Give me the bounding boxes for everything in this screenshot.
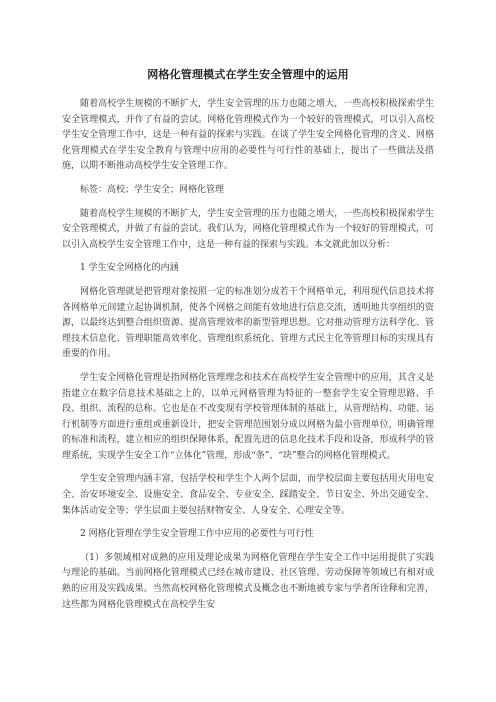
keywords-line: 标签：高校；学生安全；网格化管理 xyxy=(80,184,225,195)
section-1-paragraph-3: 学生安全管理内涵丰富，包括学校和学生个人两个层面，而学校层面主要包括用火用电安全、治安环境安全、设施安全、食品安全、专业安全、踩踏安全、节日安全、外出交通安全、集体活动安全等；学生层面主要包括财物安全、人身安全、心理安全等。 xyxy=(62,474,434,516)
document-title: 网格化管理模式在学生安全管理中的运用 xyxy=(147,68,349,81)
abstract-paragraph: 随着高校学生规模的不断扩大，学生安全管理的压力也随之增大，一些高校积极探索学生安全管理模式，并作了有益的尝试。网格化管理模式作为一个较好的管理模式，可以引入高校学生安全管理工作中，这是一种有益的探索与实践。在谈了学生安全网格化管理的含义、网格化管理模式在学生安全教育与管理中应用的必要性与可行性的基础上，提出了一些做法及措施，以期不断推动高校学生安全管理工作。 xyxy=(62,99,434,172)
section-2-paragraph-1: （1）多领域相对成熟的应用及理论成果为网格化管理在学生安全工作中运用提供了实践与理论的基础。当前网格化管理模式已经在城市建设、社区管理、劳动保障等领域已有相对成熟的应用及实践成果。当然高校网格化管理模式及概念也不断地被专家与学者所诠释和完善，这些都为网格化管理模式在高校学生安 xyxy=(62,552,434,610)
section-1-heading: 1 学生安全网格化的内涵 xyxy=(80,263,179,274)
section-1-paragraph-1: 网格化管理就是把管理对象按照一定的标准划分成若干个网格单元，利用现代信息技术将各网格单元间建立起协调机制，使各个网格之间能有效地进行信息交流，透明地共享组织的资源，以最终达到整合组织资源、提高管理效率的新型管理思想。它对推动管理方法科学化、管理技术信息化、管理职能高效率化、管理组织系统化、管理方式民主化等管理目标的实现具有重要的作用。 xyxy=(62,286,434,360)
section-2-heading: 2 网格化管理在学生安全管理工作中应用的必要性与可行性 xyxy=(80,529,314,540)
intro-paragraph: 随着高校学生规模的不断扩大，学生安全管理的压力也随之增大，一些高校积极探索学生安全管理模式，并做了有益的尝试。我们认为，网格化管理模式作为一个较好的管理模式，可以引入高校学生安全管理工作中，这是一种有益的探索与实践。本文就此加以分析： xyxy=(62,208,434,250)
section-1-paragraph-2: 学生安全网格化管理是指网格化管理理念和技术在高校学生安全管理中的应用，其含义是指建立在数字信息技术基础之上的，以单元网格管理为特征的一整套学生安全管理思路、手段、组织、流程的总称。它也是在不改变现有学校管理体制的基础上，从管理结构、功能、运行机制等方面进行重组或重新设计，把安全管理范围划分成以网格为最小管理单位，明确管理的标准和流程，建立相应的组织保障体系，配置先进的信息化技术手段和设备，形成科学的管理系统，实现学生安全工作“立体化”管理，形成“条”、“块”整合的网格化管理模式。 xyxy=(62,372,434,461)
